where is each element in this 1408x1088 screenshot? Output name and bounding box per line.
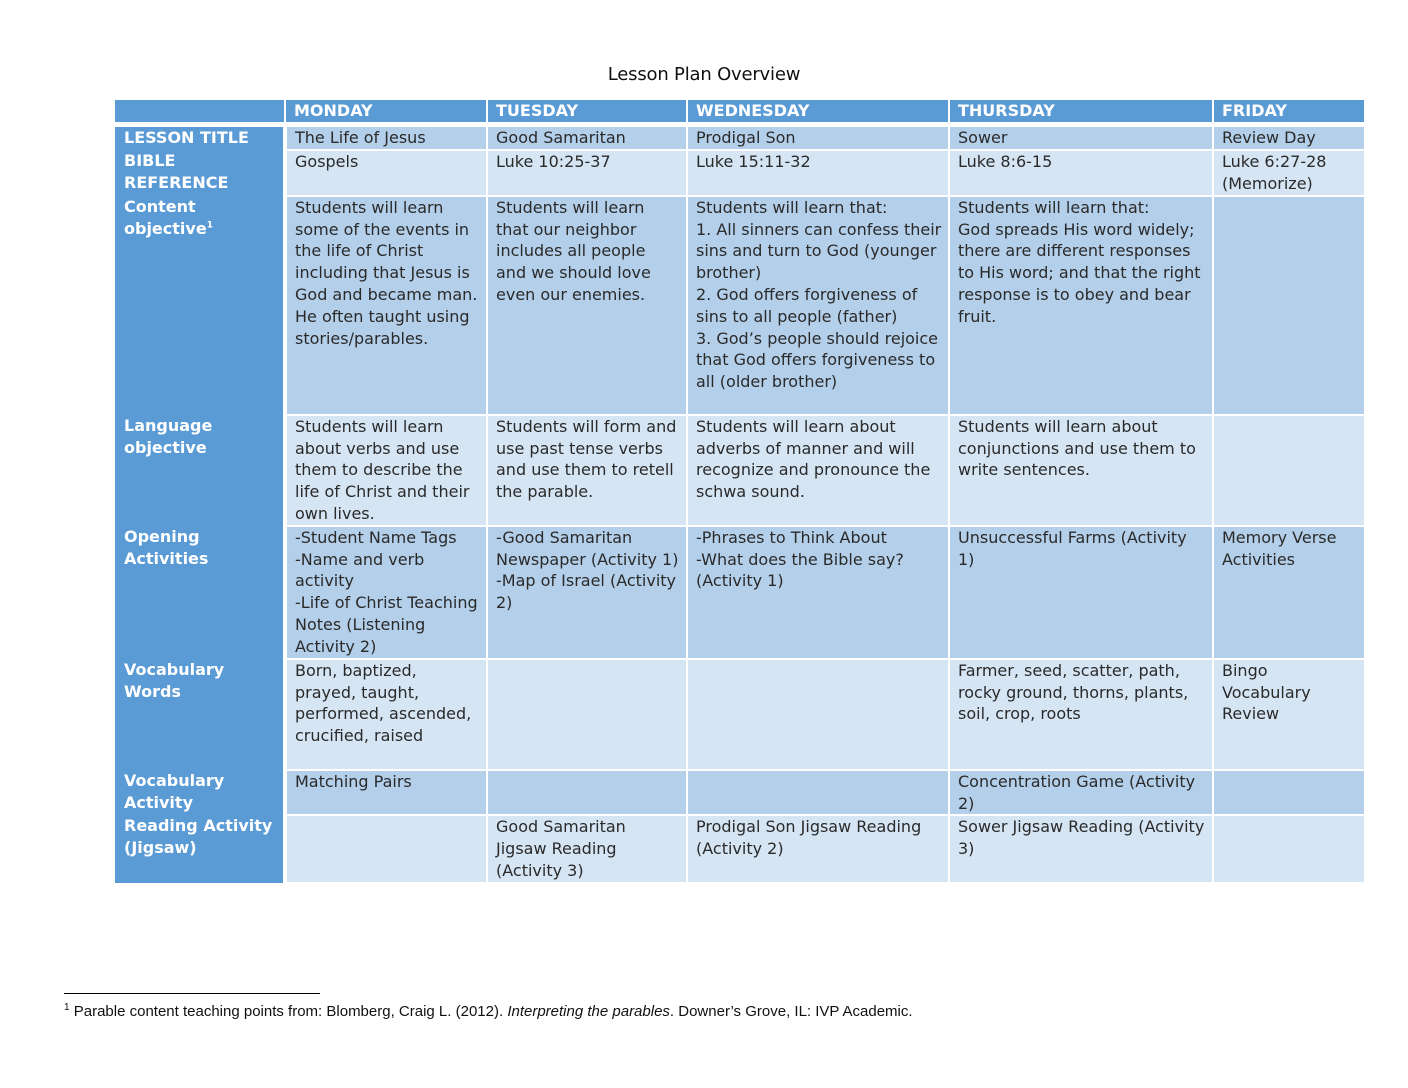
table-cell: Good Samaritan (487, 125, 687, 150)
table-cell: Students will learn about conjunctions and use them to write sentences. (949, 415, 1213, 526)
header-corner (115, 100, 285, 125)
day-header-wednesday: WEDNESDAY (687, 100, 949, 125)
footnote (64, 1003, 913, 1020)
day-header-monday: MONDAY (285, 100, 487, 125)
table-cell: Matching Pairs (285, 770, 487, 816)
footnote-reference: 1 (206, 220, 213, 231)
table-row-content-objective (115, 196, 1364, 415)
footnote-marker: 1 (64, 1002, 70, 1013)
day-header-friday: FRIDAY (1213, 100, 1364, 125)
table-cell: Prodigal Son Jigsaw Reading (Activity 2) (687, 815, 949, 882)
table-cell: Luke 6:27-28 (Memorize) (1213, 150, 1364, 196)
table-cell (285, 815, 487, 882)
row-label: Language objective (115, 415, 285, 526)
lesson-plan-table (115, 100, 1364, 884)
table-cell: Concentration Game (Activity 2) (949, 770, 1213, 816)
row-label: BIBLE REFERENCE (115, 150, 285, 196)
table-row-vocabulary-words (115, 659, 1364, 770)
table-cell: Gospels (285, 150, 487, 196)
table-cell: Students will learn some of the events in the life of Christ including that Jesus is God and became man. He often taught using stories/parables. (285, 196, 487, 415)
footnote-book-title: Interpreting the parables (507, 1003, 670, 1020)
table-cell (1213, 415, 1364, 526)
table-cell: Farmer, seed, scatter, path, rocky ground, thorns, plants, soil, crop, roots (949, 659, 1213, 770)
table-cell: Prodigal Son (687, 125, 949, 150)
table-cell: Students will form and use past tense verbs and use them to retell the parable. (487, 415, 687, 526)
row-label-cell (115, 196, 285, 415)
table-cell: Review Day (1213, 125, 1364, 150)
table-cell: Students will learn that our neighbor includes all people and we should love even our enemies. (487, 196, 687, 415)
table-cell (487, 659, 687, 770)
day-header-thursday: THURSDAY (949, 100, 1213, 125)
table-cell: Luke 10:25-37 (487, 150, 687, 196)
table-row-lesson-title (115, 125, 1364, 150)
table-cell: Students will learn about verbs and use them to describe the life of Christ and their own lives. (285, 415, 487, 526)
page-title: Lesson Plan Overview (607, 64, 801, 85)
table-cell (1213, 770, 1364, 816)
row-label: Opening Activities (115, 526, 285, 659)
footnote-separator (64, 993, 320, 994)
table-cell (487, 770, 687, 816)
table-cell: -Good Samaritan Newspaper (Activity 1) -Map of Israel (Activity 2) (487, 526, 687, 659)
table-row-reading-activity (115, 815, 1364, 882)
table-cell (1213, 196, 1364, 415)
table-cell: Students will learn that: God spreads His word widely; there are different responses to His word; and that the right response is to obey and bear fruit. (949, 196, 1213, 415)
table-cell: Bingo Vocabulary Review (1213, 659, 1364, 770)
table-cell: Good Samaritan Jigsaw Reading (Activity 3) (487, 815, 687, 882)
table-cell: Born, baptized, prayed, taught, performed, ascended, crucified, raised (285, 659, 487, 770)
row-label: Reading Activity (Jigsaw) (115, 815, 285, 882)
row-label: Vocabulary Words (115, 659, 285, 770)
table-cell: Luke 8:6-15 (949, 150, 1213, 196)
footnote-text: Parable content teaching points from: Blomberg, Craig L. (2012). (73, 1003, 508, 1020)
table-row-vocabulary-activity (115, 770, 1364, 816)
table-cell: Sower (949, 125, 1213, 150)
table-row-opening-activities (115, 526, 1364, 659)
table-cell (687, 659, 949, 770)
header-row (115, 100, 1364, 125)
table-cell: Memory Verse Activities (1213, 526, 1364, 659)
table-cell: Students will learn that: 1. All sinners can confess their sins and turn to God (younger brother) 2. God offers forgiveness of sins to all people (father) 3. God’s people should rejoice that God offers forgiveness to all (older brother) (687, 196, 949, 415)
table-cell: Sower Jigsaw Reading (Activity 3) (949, 815, 1213, 882)
table-cell: Students will learn about adverbs of manner and will recognize and pronounce the schwa sound. (687, 415, 949, 526)
table-cell: Unsuccessful Farms (Activity 1) (949, 526, 1213, 659)
table-cell: Luke 15:11-32 (687, 150, 949, 196)
table-cell (687, 770, 949, 816)
day-header-tuesday: TUESDAY (487, 100, 687, 125)
table-row-language-objective (115, 415, 1364, 526)
row-label: LESSON TITLE (115, 125, 285, 150)
row-label: Content objective (124, 196, 207, 238)
table-cell: -Student Name Tags -Name and verb activity -Life of Christ Teaching Notes (Listening Activity 2) (285, 526, 487, 659)
table-cell (1213, 815, 1364, 882)
table-cell: The Life of Jesus (285, 125, 487, 150)
row-label: Vocabulary Activity (115, 770, 285, 816)
footnote-publisher: . Downer’s Grove, IL: IVP Academic. (669, 1003, 913, 1020)
table-row-bible-reference (115, 150, 1364, 196)
table-cell: -Phrases to Think About -What does the Bible say? (Activity 1) (687, 526, 949, 659)
